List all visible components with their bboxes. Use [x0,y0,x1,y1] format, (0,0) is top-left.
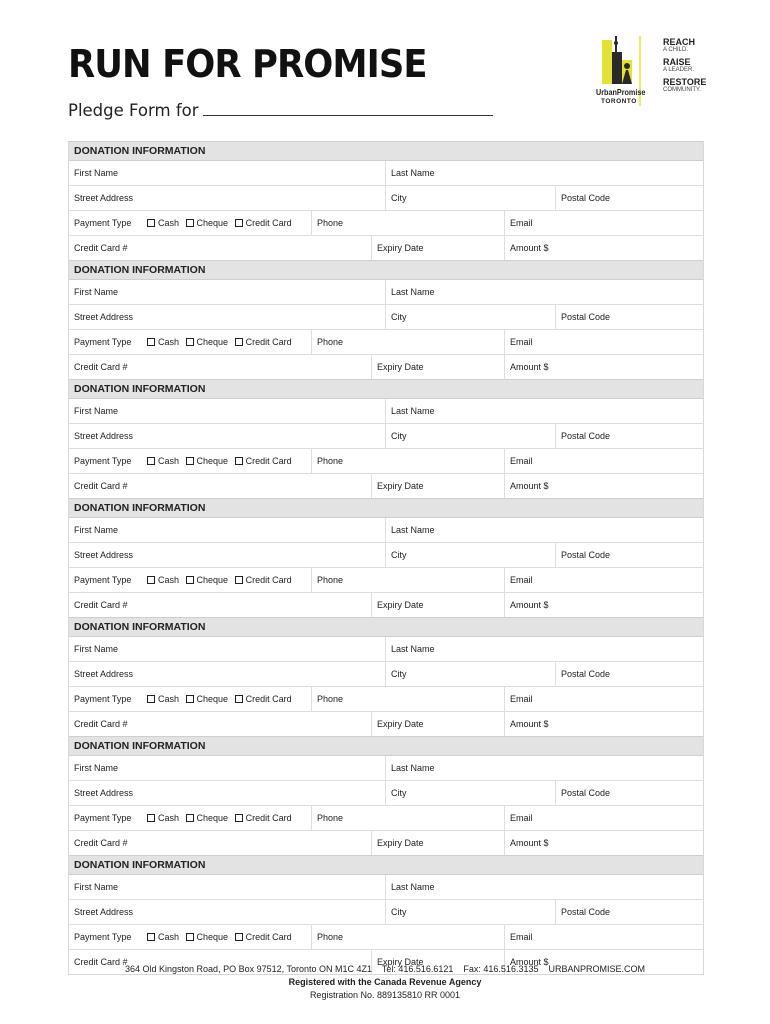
credit-card-number-label: Credit Card # [74,362,128,372]
address-row [69,543,703,568]
first-name-label: First Name [74,287,119,297]
payment-type-label: Payment Type [74,456,132,466]
amount-label: Amount $ [510,719,549,729]
payment-row [69,925,703,950]
city-label: City [391,312,407,322]
footer-address: 364 Old Kingston Road, PO Box 97512, Toronto ON M1C 4Z1 [125,964,372,974]
divider [311,568,312,592]
payment-type-label: Payment Type [74,813,132,823]
divider [555,543,556,567]
credit-card-number-label: Credit Card # [74,838,128,848]
street-address-label: Street Address [74,907,134,917]
first-name-label: First Name [74,406,119,416]
last-name-label: Last Name [391,287,435,297]
footer-website[interactable]: URBANPROMISE.COM [548,964,645,974]
payment-row [69,330,703,355]
expiry-date-label: Expiry Date [377,481,424,491]
divider [371,474,372,498]
name-row [69,637,703,662]
divider [504,831,505,855]
section-header: DONATION INFORMATION [69,855,703,875]
city-label: City [391,431,407,441]
donation-block [69,617,703,736]
divider [385,781,386,805]
divider [385,305,386,329]
expiry-date-label: Expiry Date [377,838,424,848]
first-name-label: First Name [74,525,119,535]
payment-type-label: Payment Type [74,932,132,942]
pledge-name-blank[interactable] [203,101,493,116]
payment-row [69,211,703,236]
credit-card-label: Credit Card [245,337,292,347]
email-label: Email [510,813,533,823]
credit-card-checkbox[interactable] [235,576,243,584]
section-header: DONATION INFORMATION [69,617,703,637]
divider [371,712,372,736]
divider [555,424,556,448]
credit-card-checkbox[interactable] [235,338,243,346]
address-row [69,781,703,806]
divider [504,355,505,379]
section-header: DONATION INFORMATION [69,498,703,518]
donation-block [69,141,703,260]
city-label: City [391,669,407,679]
tagline-child: A CHILD. [663,47,689,53]
cheque-checkbox[interactable] [186,933,194,941]
amount-label: Amount $ [510,838,549,848]
divider [504,687,505,711]
amount-label: Amount $ [510,362,549,372]
amount-label: Amount $ [510,243,549,253]
cheque-label: Cheque [196,932,229,942]
divider [504,474,505,498]
postal-code-label: Postal Code [561,431,611,441]
phone-label: Phone [317,456,344,466]
page-title: RUN FOR PROMISE [68,42,427,86]
divider [385,399,386,423]
last-name-label: Last Name [391,763,435,773]
postal-code-label: Postal Code [561,193,611,203]
divider [385,161,386,185]
footer-tel: Tel: 416.516.6121 [381,964,454,974]
street-address-label: Street Address [74,669,134,679]
logo-brand: UrbanPromise [596,87,646,97]
payment-row [69,806,703,831]
address-row [69,186,703,211]
divider [504,568,505,592]
cheque-checkbox[interactable] [186,219,194,227]
credit-card-number-label: Credit Card # [74,481,128,491]
footer-contact [0,964,770,974]
footer-registered: Registered with the Canada Revenue Agency [288,977,482,987]
cheque-checkbox[interactable] [186,695,194,703]
pledge-label: Pledge Form for [68,101,199,120]
email-label: Email [510,218,533,228]
expiry-date-label: Expiry Date [377,957,424,967]
cheque-checkbox[interactable] [186,457,194,465]
divider [385,280,386,304]
credit-card-label: Credit Card [245,813,292,823]
payment-options [145,449,294,473]
cheque-checkbox[interactable] [186,814,194,822]
divider [385,186,386,210]
phone-label: Phone [317,575,344,585]
divider [385,543,386,567]
first-name-label: First Name [74,882,119,892]
name-row [69,756,703,781]
street-address-label: Street Address [74,788,134,798]
credit-card-label: Credit Card [245,694,292,704]
payment-options [145,806,294,830]
divider [371,355,372,379]
name-row [69,280,703,305]
donation-block [69,736,703,855]
divider [504,925,505,949]
cash-checkbox[interactable] [147,457,155,465]
email-label: Email [510,337,533,347]
last-name-label: Last Name [391,525,435,535]
name-row [69,875,703,900]
pledge-line [68,101,493,120]
credit-card-checkbox[interactable] [235,814,243,822]
last-name-label: Last Name [391,406,435,416]
divider [504,449,505,473]
footer-registration-no: Registration No. 889135810 RR 0001 [309,990,461,1000]
phone-label: Phone [317,813,344,823]
street-address-label: Street Address [74,550,134,560]
expiry-date-label: Expiry Date [377,362,424,372]
section-header: DONATION INFORMATION [69,260,703,280]
divider [555,186,556,210]
credit-card-number-label: Credit Card # [74,719,128,729]
email-label: Email [510,694,533,704]
tagline-leader: A LEADER. [663,67,695,73]
postal-code-label: Postal Code [561,550,611,560]
logo-tagline [663,38,706,93]
credit-card-number-label: Credit Card # [74,600,128,610]
payment-row [69,449,703,474]
credit-card-checkbox[interactable] [235,933,243,941]
divider [385,424,386,448]
payment-row [69,568,703,593]
credit-card-checkbox[interactable] [235,695,243,703]
cash-checkbox[interactable] [147,338,155,346]
cheque-label: Cheque [196,218,229,228]
tagline-community: COMMUNITY. [663,87,701,93]
street-address-label: Street Address [74,431,134,441]
tagline-raise: RAISE [663,57,691,67]
divider [311,806,312,830]
donation-form [68,141,704,975]
divider [385,662,386,686]
footer-fax: Fax: 416.516.3135 [463,964,539,974]
amount-label: Amount $ [510,600,549,610]
street-address-label: Street Address [74,193,134,203]
divider [504,211,505,235]
credit-card-label: Credit Card [245,218,292,228]
phone-label: Phone [317,694,344,704]
credit-card-label: Credit Card [245,932,292,942]
cheque-checkbox[interactable] [186,576,194,584]
cash-checkbox[interactable] [147,933,155,941]
cash-label: Cash [158,456,180,466]
cash-label: Cash [158,932,180,942]
name-row [69,518,703,543]
postal-code-label: Postal Code [561,788,611,798]
divider [504,593,505,617]
phone-label: Phone [317,932,344,942]
card-row [69,712,703,736]
cash-checkbox[interactable] [147,576,155,584]
payment-row [69,687,703,712]
divider [311,211,312,235]
cheque-checkbox[interactable] [186,338,194,346]
expiry-date-label: Expiry Date [377,600,424,610]
payment-type-label: Payment Type [74,337,132,347]
payment-options [145,211,294,235]
credit-card-checkbox[interactable] [235,457,243,465]
donation-block [69,498,703,617]
city-label: City [391,550,407,560]
divider [311,449,312,473]
last-name-label: Last Name [391,168,435,178]
city-label: City [391,788,407,798]
cheque-label: Cheque [196,694,229,704]
card-row [69,474,703,498]
payment-type-label: Payment Type [74,218,132,228]
divider [504,806,505,830]
payment-options [145,568,294,592]
expiry-date-label: Expiry Date [377,243,424,253]
payment-type-label: Payment Type [74,575,132,585]
city-label: City [391,907,407,917]
cash-label: Cash [158,337,180,347]
divider [311,687,312,711]
card-row [69,236,703,260]
first-name-label: First Name [74,763,119,773]
name-row [69,399,703,424]
tagline-reach: REACH [663,37,696,47]
address-row [69,662,703,687]
cash-label: Cash [158,218,180,228]
section-header: DONATION INFORMATION [69,379,703,399]
divider [385,900,386,924]
divider [504,330,505,354]
first-name-label: First Name [74,644,119,654]
divider [385,518,386,542]
cheque-label: Cheque [196,337,229,347]
email-label: Email [510,932,533,942]
divider [311,925,312,949]
divider [555,662,556,686]
payment-options [145,925,294,949]
phone-label: Phone [317,337,344,347]
card-row [69,355,703,379]
divider [371,593,372,617]
last-name-label: Last Name [391,882,435,892]
card-row [69,831,703,855]
name-row [69,161,703,186]
credit-card-number-label: Credit Card # [74,243,128,253]
phone-label: Phone [317,218,344,228]
city-label: City [391,193,407,203]
divider [555,781,556,805]
credit-card-checkbox[interactable] [235,219,243,227]
cash-checkbox[interactable] [147,814,155,822]
cheque-label: Cheque [196,456,229,466]
first-name-label: First Name [74,168,119,178]
logo-city: TORONTO [601,98,637,105]
postal-code-label: Postal Code [561,907,611,917]
payment-options [145,330,294,354]
cash-checkbox[interactable] [147,219,155,227]
last-name-label: Last Name [391,644,435,654]
section-header: DONATION INFORMATION [69,736,703,756]
street-address-label: Street Address [74,312,134,322]
address-row [69,900,703,925]
address-row [69,305,703,330]
cash-label: Cash [158,813,180,823]
expiry-date-label: Expiry Date [377,719,424,729]
cheque-label: Cheque [196,575,229,585]
payment-type-label: Payment Type [74,694,132,704]
divider [385,637,386,661]
postal-code-label: Postal Code [561,312,611,322]
donation-block [69,379,703,498]
divider [371,831,372,855]
credit-card-label: Credit Card [245,575,292,585]
divider [555,305,556,329]
divider [555,900,556,924]
donation-block [69,260,703,379]
divider [311,330,312,354]
divider [504,712,505,736]
divider [385,875,386,899]
divider [385,756,386,780]
cash-checkbox[interactable] [147,695,155,703]
amount-label: Amount $ [510,481,549,491]
cash-label: Cash [158,694,180,704]
divider [504,236,505,260]
credit-card-number-label: Credit Card # [74,957,128,967]
tagline-restore: RESTORE [663,77,707,87]
section-header: DONATION INFORMATION [69,141,703,161]
urbanpromise-logo [596,36,710,114]
address-row [69,424,703,449]
email-label: Email [510,575,533,585]
email-label: Email [510,456,533,466]
amount-label: Amount $ [510,957,549,967]
cash-label: Cash [158,575,180,585]
divider [371,236,372,260]
payment-options [145,687,294,711]
donation-block [69,855,703,974]
credit-card-label: Credit Card [245,456,292,466]
card-row [69,593,703,617]
cheque-label: Cheque [196,813,229,823]
postal-code-label: Postal Code [561,669,611,679]
